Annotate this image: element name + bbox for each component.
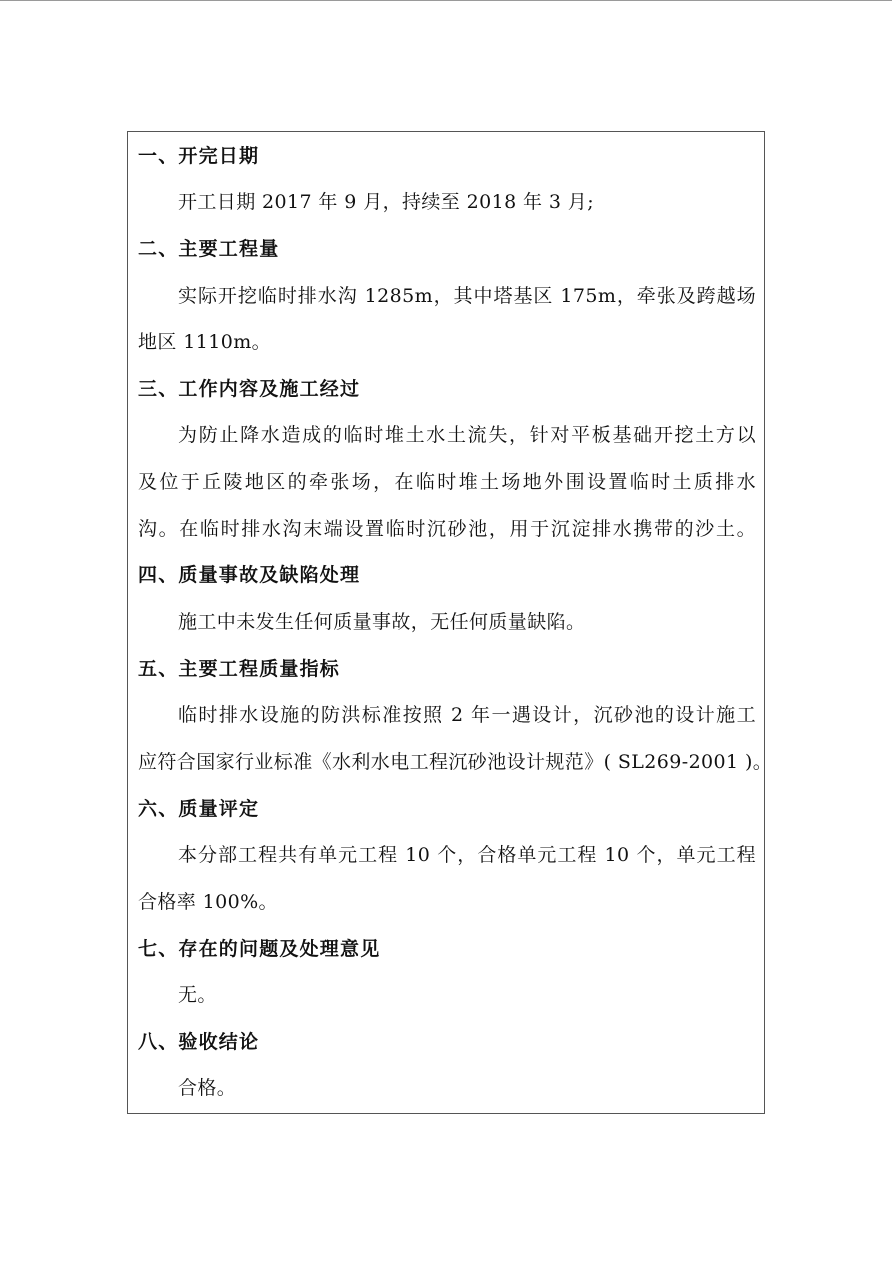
section-heading-main-quantities: 二、主要工程量 (138, 238, 280, 260)
paragraph-line: 实际开挖临时排水沟 1285m，其中塔基区 175m，牵张及跨越场 (178, 285, 756, 307)
page-top-rule (0, 0, 892, 1)
section-heading-start-end-date: 一、开完日期 (138, 145, 260, 167)
paragraph-line: 地区 1110m。 (138, 331, 272, 353)
paragraph-line: 施工中未发生任何质量事故，无任何质量缺陷。 (178, 611, 586, 633)
paragraph-line: 开工日期 2017 年 9 月，持续至 2018 年 3 月; (178, 191, 595, 213)
paragraph-line: 无。 (178, 984, 217, 1006)
paragraph-line: 本分部工程共有单元工程 10 个，合格单元工程 10 个，单元工程 (178, 844, 756, 866)
section-heading-quality-assessment: 六、质量评定 (138, 798, 260, 820)
paragraph-line: 合格率 100%。 (138, 891, 278, 913)
section-heading-work-content: 三、工作内容及施工经过 (138, 378, 361, 400)
paragraph-line: 临时排水设施的防洪标准按照 2 年一遇设计，沉砂池的设计施工 (178, 704, 756, 726)
section-heading-quality-incidents: 四、质量事故及缺陷处理 (138, 564, 361, 586)
document-table-cell (127, 131, 773, 1114)
paragraph-line: 合格。 (178, 1077, 237, 1099)
paragraph-line: 及位于丘陵地区的牵张场，在临时堆土场地外围设置临时土质排水 (138, 471, 756, 493)
section-heading-quality-indicators: 五、主要工程质量指标 (138, 658, 341, 680)
paragraph-line: 沟。在临时排水沟末端设置临时沉砂池，用于沉淀排水携带的沙土。 (138, 518, 756, 540)
section-heading-acceptance-conclusion: 八、验收结论 (138, 1031, 260, 1053)
paragraph-line: 为防止降水造成的临时堆土水土流失，针对平板基础开挖土方以 (178, 424, 756, 446)
paragraph-line: 应符合国家行业标准《水利水电工程沉砂池设计规范》( SL269-2001 )。 (138, 751, 773, 773)
section-heading-issues: 七、存在的问题及处理意见 (138, 938, 381, 960)
